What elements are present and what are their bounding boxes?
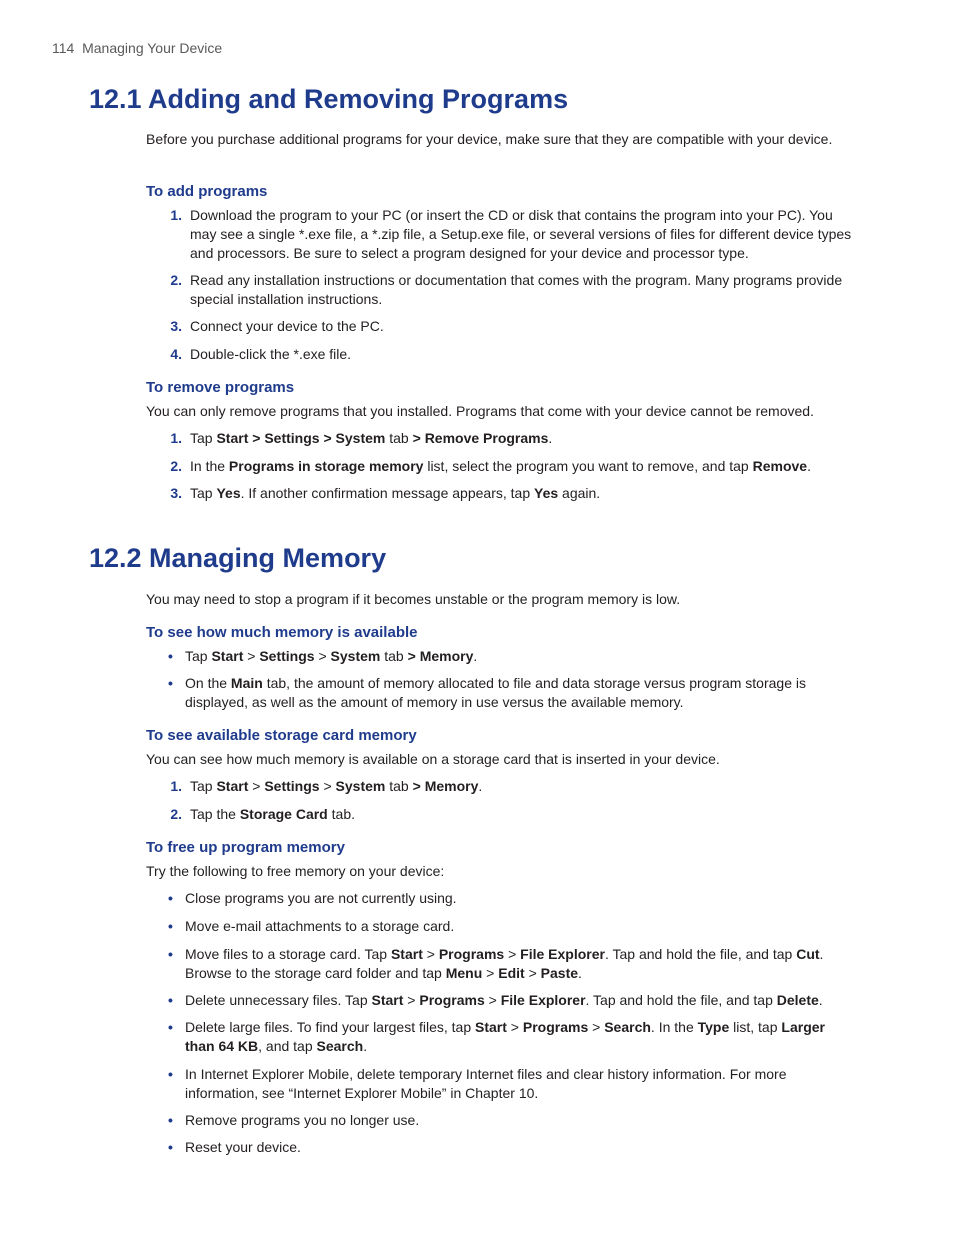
step-text: In the Programs in storage memory list, select the program you want to remove, and tap Remove. <box>190 458 811 474</box>
bullet-text: In Internet Explorer Mobile, delete temporary Internet files and clear history information. For more information, see “Internet Explorer Mobile” in Chapter 10. <box>185 1066 787 1101</box>
step-number: 1. <box>170 207 182 223</box>
card-intro: You can see how much memory is available on a storage card that is inserted in your device. <box>146 751 720 767</box>
subheading-free-memory: To free up program memory <box>146 839 345 856</box>
step-number: 1. <box>170 778 182 794</box>
running-title: Managing Your Device <box>82 40 223 56</box>
step-text: Double-click the *.exe file. <box>190 346 352 362</box>
step-text: Download the program to your PC (or insert the CD or disk that contains the program into your PC). You may see a single *.exe file, a *.zip file, a Setup.exe file, or several versions of files for different device types and processors. Be sure to select a program designed for your device and processor type. <box>190 207 852 261</box>
free-intro: Try the following to free memory on your device: <box>146 863 445 879</box>
step-text: Tap Start > Settings > System tab > Remove Programs. <box>190 430 553 446</box>
bullet-text: Delete large files. To find your largest files, tap Start > Programs > Search. In the Type list, tap Larger than 64 KB, and tap Search. <box>185 1019 825 1054</box>
section-title-12-1: 12.1 Adding and Removing Programs <box>89 84 569 114</box>
step-number: 4. <box>170 346 182 362</box>
bullet: • <box>168 648 173 664</box>
step-text: Tap Start > Settings > System tab > Memory. <box>190 778 483 794</box>
subheading-memory-available: To see how much memory is available <box>146 624 418 641</box>
bullet: • <box>168 1112 173 1128</box>
step-text: Tap the Storage Card tab. <box>190 806 355 822</box>
subheading-storage-card: To see available storage card memory <box>146 727 417 744</box>
remove-intro: You can only remove programs that you installed. Programs that come with your device cannot be removed. <box>146 403 814 419</box>
step-text: Read any installation instructions or documentation that comes with the program. Many programs provide special installation instructions. <box>190 272 843 307</box>
step-number: 3. <box>170 318 182 334</box>
bullet: • <box>168 992 173 1008</box>
step-number: 3. <box>170 485 182 501</box>
step-number: 2. <box>170 272 182 288</box>
bullet: • <box>168 675 173 691</box>
bullet: • <box>168 890 173 906</box>
step-number: 2. <box>170 458 182 474</box>
bullet-text: Move files to a storage card. Tap Start > Programs > File Explorer. Tap and hold the file, and tap Cut. Browse to the storage card folder and tap Menu > Edit > Paste. <box>185 946 824 981</box>
bullet-text: On the Main tab, the amount of memory allocated to file and data storage versus program storage is displayed, as well as the amount of memory in use versus the available memory. <box>185 675 806 710</box>
bullet: • <box>168 918 173 934</box>
section-intro: You may need to stop a program if it becomes unstable or the program memory is low. <box>146 591 681 607</box>
bullet-text: Remove programs you no longer use. <box>185 1112 420 1128</box>
bullet-text: Close programs you are not currently using. <box>185 890 457 906</box>
bullet: • <box>168 946 173 962</box>
section-intro: Before you purchase additional programs for your device, make sure that they are compatible with your device. <box>146 131 833 147</box>
page-header <box>52 40 222 56</box>
bullet-text: Move e-mail attachments to a storage card. <box>185 918 455 934</box>
step-number: 2. <box>170 806 182 822</box>
subheading-remove-programs: To remove programs <box>146 379 295 396</box>
page-number: 114 <box>52 40 75 56</box>
step-number: 1. <box>170 430 182 446</box>
bullet: • <box>168 1066 173 1082</box>
section-title-12-2: 12.2 Managing Memory <box>89 543 387 573</box>
bullet-text: Delete unnecessary files. Tap Start > Programs > File Explorer. Tap and hold the file, and tap Delete. <box>185 992 823 1008</box>
step-text: Connect your device to the PC. <box>190 318 384 334</box>
bullet-text: Reset your device. <box>185 1139 301 1155</box>
step-text: Tap Yes. If another confirmation message appears, tap Yes again. <box>190 485 601 501</box>
bullet: • <box>168 1139 173 1155</box>
bullet-text: Tap Start > Settings > System tab > Memory. <box>185 648 478 664</box>
bullet: • <box>168 1019 173 1035</box>
subheading-add-programs: To add programs <box>146 183 268 200</box>
